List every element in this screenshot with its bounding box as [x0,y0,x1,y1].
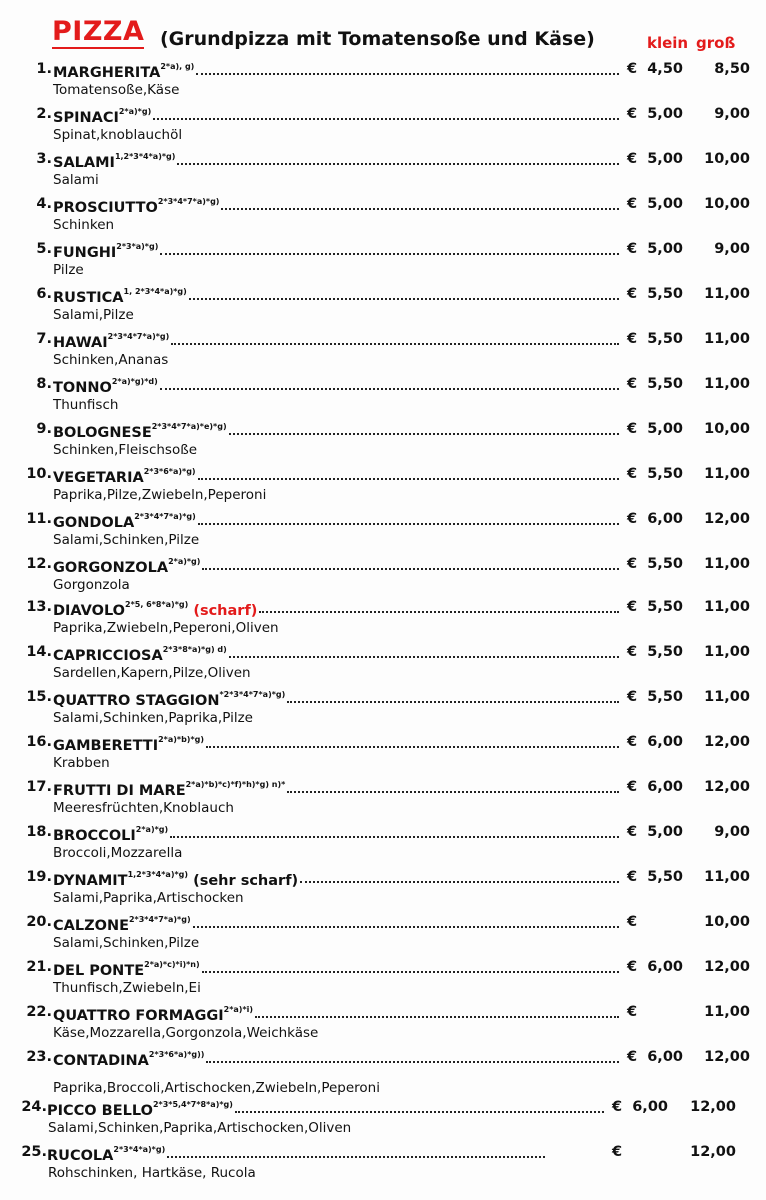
item-number: 16. [26,734,52,750]
price-small: 6,00 [647,734,683,750]
dot-leader [198,523,619,525]
price-small: 6,00 [647,511,683,527]
allergen-codes: 2*3*4*7*a)*g) [157,197,220,206]
item-row [0,596,766,618]
currency-symbol: € [627,511,638,527]
menu-header [0,14,766,54]
allergen-codes: 2*3*4*7*a)*g) [107,332,170,341]
allergen-codes: 2*3*6*a)*g) [143,467,196,476]
item-name-text: RUSTICA [53,289,124,306]
item-row [0,1141,766,1163]
price-large: 11,00 [704,556,750,572]
list-item [0,103,766,148]
item-description: Salami,Pilze [53,307,134,323]
item-name-text: FUNGHI [53,244,117,261]
item-row [0,1001,766,1023]
price-large: 9,00 [714,824,750,840]
allergen-codes: 2*3*4*7*a)*g) [134,512,196,521]
dot-leader [229,656,619,658]
price-small: 6,00 [647,959,683,975]
list-item [0,1141,766,1186]
currency-symbol: € [612,1099,623,1115]
item-row [0,103,766,125]
list-item [0,956,766,1001]
price-small: 5,50 [647,644,683,660]
item-number: 17. [26,779,52,795]
currency-symbol: € [627,331,638,347]
price-large: 11,00 [704,869,750,885]
item-name-text: SALAMI [53,154,115,171]
item-row [0,148,766,170]
dot-leader [202,568,619,570]
item-row [0,463,766,485]
item-number: 14. [26,644,52,660]
item-number: 4. [36,196,52,212]
item-name-text: SPINACI [53,109,119,126]
currency-symbol: € [627,914,638,930]
item-row [0,1096,766,1118]
price-small: 5,50 [647,286,683,302]
currency-symbol: € [627,734,638,750]
allergen-codes: 2*3*8*a)*g) d) [162,645,227,654]
price-large: 12,00 [690,1099,736,1115]
item-row [0,911,766,933]
allergen-codes: 2*3*4*7*a)*g) [128,915,191,924]
price-small: 5,50 [647,689,683,705]
page-subtitle: (Grundpizza mit Tomatensoße und Käse) [160,28,595,50]
item-description: Salami,Schinken,Paprika,Pilze [53,710,253,726]
price-large: 10,00 [704,151,750,167]
dot-leader [229,433,619,435]
item-description: Krabben [53,755,110,771]
item-name-text: PROSCIUTTO [53,199,158,216]
list-item [0,1001,766,1046]
currency-symbol: € [627,466,638,482]
price-large: 12,00 [704,1049,750,1065]
item-description: Broccoli,Mozzarella [53,845,183,861]
list-item [0,193,766,238]
item-name-text: CALZONE [53,917,129,934]
dot-leader [196,73,619,75]
item-number: 7. [36,331,52,347]
item-row [0,956,766,978]
price-small: 5,00 [647,196,683,212]
currency-symbol: € [627,376,638,392]
price-large: 9,00 [714,106,750,122]
item-name-text: MARGHERITA [53,64,161,81]
allergen-codes: 2*3*4*7*a)*e)*g) [151,422,227,431]
list-item [0,238,766,283]
spice-label: (scharf) [188,602,258,619]
list-item [0,911,766,956]
dot-leader [259,611,619,613]
price-small: 5,50 [647,376,683,392]
item-description: Salami,Schinken,Pilze [53,935,200,951]
item-number: 21. [26,959,52,975]
column-header-large: groß [696,34,736,52]
currency-symbol: € [627,869,638,885]
price-large: 10,00 [704,421,750,437]
list-item [0,1046,766,1096]
price-small: 6,00 [632,1099,668,1115]
allergen-codes: 1,2*3*4*a)*g) [114,152,176,161]
allergen-codes: 2*5, 6*8*a)*g) [125,600,189,609]
price-small: 5,50 [647,466,683,482]
item-name-text: TONNO [53,379,112,396]
item-number: 3. [36,151,52,167]
currency-symbol: € [627,241,638,257]
item-name-text: VEGETARIA [53,469,144,486]
list-item [0,418,766,463]
item-name-text: BROCCOLI [53,827,136,844]
allergen-codes: 2*a)*g)*d) [111,377,158,386]
price-large: 11,00 [704,466,750,482]
price-large: 12,00 [704,511,750,527]
item-number: 5. [36,241,52,257]
price-large: 10,00 [704,196,750,212]
dot-leader [202,971,619,973]
allergen-codes: 1, 2*3*4*a)*g) [123,287,187,296]
list-item [0,596,766,641]
item-name [53,1046,204,1072]
item-number: 22. [26,1004,52,1020]
dot-leader [235,1111,604,1113]
price-large: 9,00 [714,241,750,257]
item-number: 24. [21,1099,47,1115]
allergen-codes: 2*a), g) [160,62,195,71]
item-description: Salami [53,172,99,188]
price-large: 11,00 [704,644,750,660]
price-small: 6,00 [647,1049,683,1065]
item-name-text: GORGONZOLA [53,559,169,576]
currency-symbol: € [627,556,638,572]
item-name-text: GAMBERETTI [53,737,159,754]
item-name-text: DEL PONTE [53,962,145,979]
price-small: 5,00 [647,241,683,257]
item-description: Schinken [53,217,115,233]
item-description: Spinat,knoblauchöl [53,127,183,143]
item-number: 13. [26,599,52,615]
list-item [0,776,766,821]
price-small: 6,00 [647,779,683,795]
item-number: 1. [36,61,52,77]
item-description: Sardellen,Kapern,Pilze,Oliven [53,665,251,681]
dot-leader [287,701,619,703]
item-number: 12. [26,556,52,572]
dot-leader [160,388,619,390]
price-small: 5,00 [647,106,683,122]
item-number: 25. [21,1144,47,1160]
dot-leader [171,343,619,345]
item-number: 6. [36,286,52,302]
list-item [0,553,766,598]
currency-symbol: € [627,824,638,840]
item-name-text: DIAVOLO [53,602,126,619]
price-small: 5,00 [647,151,683,167]
list-item [0,148,766,193]
spice-label: (sehr scharf) [188,872,299,889]
currency-symbol: € [627,599,638,615]
list-item [0,641,766,686]
item-row [0,1046,766,1068]
allergen-codes: 2*a)*b)*c)*f)*h)*g) n)* [185,780,286,789]
item-number: 15. [26,689,52,705]
allergen-codes: *2*3*4*7*a)*g) [219,690,286,699]
item-name-text: CAPRICCIOSA [53,647,163,664]
item-number: 18. [26,824,52,840]
item-row [0,328,766,350]
page-title: PIZZA [52,16,145,47]
dot-leader [153,118,619,120]
allergen-codes: 2*3*4*a)*g) [113,1145,166,1154]
list-item [0,58,766,103]
item-description: Paprika,Pilze,Zwiebeln,Peperoni [53,487,267,503]
item-number: 10. [26,466,52,482]
item-name-text: RUCOLA [47,1147,114,1164]
item-description: Meeresfrüchten,Knoblauch [53,800,234,816]
item-description: Salami,Schinken,Paprika,Artischocken,Oliven [48,1120,352,1136]
item-description: Salami,Paprika,Artischocken [53,890,244,906]
allergen-codes: 2*a)*g) [168,557,201,566]
item-row [0,418,766,440]
item-row [0,821,766,843]
price-large: 11,00 [704,331,750,347]
item-row [0,508,766,530]
price-large: 10,00 [704,914,750,930]
allergen-codes: 2*a)*b)*g) [158,735,205,744]
allergen-codes: 1,2*3*4*a)*g) [127,870,189,879]
price-large: 8,50 [714,61,750,77]
currency-symbol: € [627,151,638,167]
item-name-text: PICCO BELLO [47,1102,153,1119]
allergen-codes: 2*3*a)*g) [116,242,159,251]
dot-leader [287,791,619,793]
price-large: 11,00 [704,599,750,615]
dot-leader [221,208,619,210]
price-large: 12,00 [704,959,750,975]
item-description: Thunfisch [53,397,119,413]
column-header-small: klein [647,34,689,52]
dot-leader [206,1061,619,1063]
currency-symbol: € [627,421,638,437]
price-small: 5,00 [647,824,683,840]
dot-leader [189,298,619,300]
item-number: 2. [36,106,52,122]
item-description: Paprika,Broccoli,Artischocken,Zwiebeln,Peperoni [53,1080,380,1096]
dot-leader [193,926,619,928]
item-row [0,731,766,753]
list-item [0,731,766,776]
allergen-codes: 2*a)*c)*i)*n) [144,960,200,969]
currency-symbol: € [612,1144,623,1160]
item-row [0,776,766,798]
item-row [0,238,766,260]
item-row [0,58,766,80]
list-item [0,686,766,731]
list-item [0,463,766,508]
allergen-codes: 2*3*5,4*7*8*a)*g) [152,1100,233,1109]
dot-leader [255,1016,619,1018]
item-name-text: CONTADINA [53,1052,149,1069]
item-row [0,866,766,888]
item-description: Gorgonzola [53,577,130,593]
price-large: 11,00 [704,286,750,302]
item-name-text: BOLOGNESE [53,424,152,441]
currency-symbol: € [627,286,638,302]
currency-symbol: € [627,779,638,795]
item-description: Paprika,Zwiebeln,Peperoni,Oliven [53,620,279,636]
allergen-codes: 2*a)*g) [135,825,169,834]
dot-leader [206,746,619,748]
price-large: 11,00 [704,1004,750,1020]
price-small: 5,50 [647,599,683,615]
currency-symbol: € [627,196,638,212]
currency-symbol: € [627,644,638,660]
item-row [0,373,766,395]
item-number: 23. [26,1049,52,1065]
currency-symbol: € [627,1004,638,1020]
dot-leader [300,881,619,883]
item-description: Salami,Schinken,Pilze [53,532,200,548]
price-small: 5,50 [647,556,683,572]
price-large: 11,00 [704,689,750,705]
item-number: 9. [36,421,52,437]
item-name-text: GONDOLA [53,514,135,531]
currency-symbol: € [627,106,638,122]
currency-symbol: € [627,959,638,975]
item-name-text: DYNAMIT [53,872,128,889]
price-large: 12,00 [690,1144,736,1160]
item-description: Käse,Mozzarella,Gorgonzola,Weichkäse [53,1025,319,1041]
currency-symbol: € [627,689,638,705]
item-number: 8. [36,376,52,392]
item-description: Schinken,Fleischsoße [53,442,198,458]
title-underline [52,47,144,49]
currency-symbol: € [627,61,638,77]
price-large: 12,00 [704,779,750,795]
dot-leader [160,253,619,255]
dot-leader [170,836,619,838]
item-number: 19. [26,869,52,885]
item-row [0,283,766,305]
allergen-codes: 2*a)*i) [223,1005,254,1014]
list-item [0,866,766,911]
list-item [0,283,766,328]
item-description: Thunfisch,Zwiebeln,Ei [53,980,201,996]
item-row [0,686,766,708]
dot-leader [177,163,619,165]
list-item [0,821,766,866]
list-item [0,373,766,418]
list-item [0,1096,766,1141]
list-item [0,328,766,373]
item-description: Schinken,Ananas [53,352,169,368]
item-name-text: QUATTRO STAGGION [53,692,220,709]
item-row [0,193,766,215]
item-row [0,641,766,663]
item-name-text: HAWAI [53,334,108,351]
price-large: 12,00 [704,734,750,750]
item-row [0,553,766,575]
item-description: Tomatensoße,Käse [53,82,180,98]
item-number: 20. [26,914,52,930]
price-small: 5,50 [647,331,683,347]
dot-leader [167,1156,545,1158]
price-small: 5,50 [647,869,683,885]
item-name-text: QUATTRO FORMAGGI [53,1007,224,1024]
item-description: Pilze [53,262,84,278]
item-description: Rohschinken, Hartkäse, Rucola [48,1165,256,1181]
item-name-text: FRUTTI DI MARE [53,782,186,799]
allergen-codes: 2*a)*g) [118,107,152,116]
allergen-codes: 2*3*6*a)*g)) [148,1050,205,1059]
price-small: 4,50 [647,61,683,77]
price-small: 5,00 [647,421,683,437]
price-large: 11,00 [704,376,750,392]
item-number: 11. [26,511,52,527]
dot-leader [198,478,619,480]
currency-symbol: € [627,1049,638,1065]
list-item [0,508,766,553]
